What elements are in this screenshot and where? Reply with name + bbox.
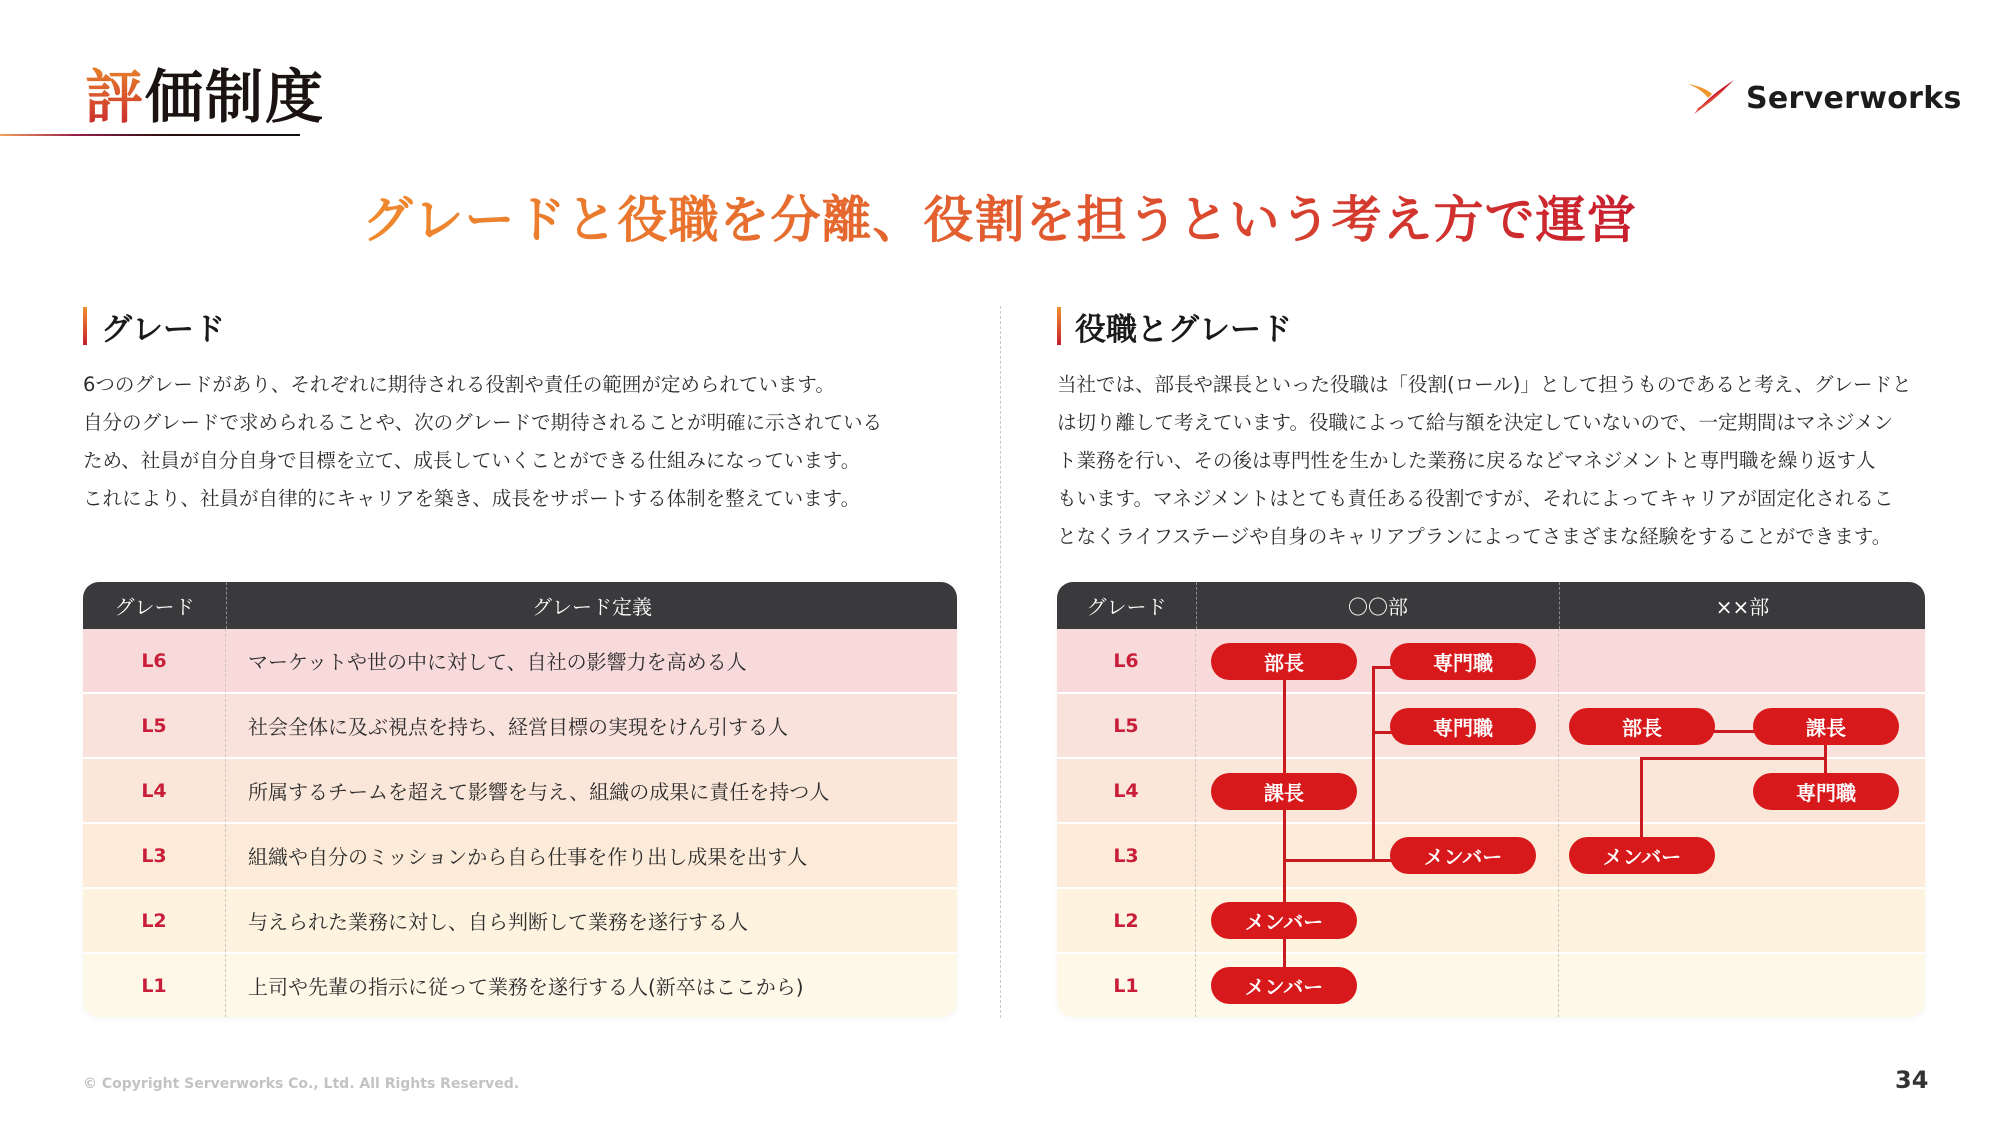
title-underline: [0, 134, 300, 136]
page-title: [85, 62, 325, 132]
page-title-accent: 評: [85, 63, 146, 131]
dept-b-cell: [1558, 629, 1925, 692]
company-logo: [1686, 76, 1962, 120]
connector-line-b-member: [1640, 757, 1643, 847]
section-heading-grade: [83, 306, 225, 346]
table-row: [83, 629, 957, 692]
page-number: 34: [1895, 1066, 1929, 1094]
grade-cell: L4: [1057, 759, 1196, 822]
role-pill-kacho: 課長: [1753, 708, 1899, 745]
definition-cell: 所属するチームを超えて影響を与え、組織の成果に責任を持つ人: [248, 780, 830, 804]
role-pill-specialist: 専門職: [1390, 643, 1536, 680]
definition-cell: マーケットや世の中に対して、自社の影響力を高める人: [248, 650, 747, 674]
column-header-grade: グレード: [114, 595, 195, 619]
grade-cell: L5: [1057, 694, 1196, 757]
table-row: [83, 887, 957, 952]
page-title-rest: 価制度: [145, 63, 326, 131]
paragraph-line: これにより、社員が自律的にキャリアを築き、成長をサポートする体制を整えています。: [83, 487, 861, 510]
table-row: [83, 757, 957, 822]
heading-accent-bar: [1057, 307, 1061, 345]
definition-cell: 上司や先輩の指示に従って業務を遂行する人(新卒はここから): [248, 975, 804, 999]
grade-cell: L6: [83, 629, 226, 692]
table-row: [83, 692, 957, 757]
paragraph-line: もいます。マネジメントはとても責任ある役割ですが、それによってキャリアが固定化されるこ: [1057, 487, 1894, 510]
section-heading-role-grade: [1057, 306, 1292, 346]
column-header-dept-a: 〇〇部: [1196, 582, 1559, 629]
grade-cell: L5: [83, 694, 226, 757]
copyright: © Copyright Serverworks Co., Ltd. All Rights Reserved.: [83, 1076, 520, 1092]
role-pill-bucho: 部長: [1569, 708, 1715, 745]
grade-cell: L2: [1057, 889, 1196, 952]
headline: [0, 188, 2000, 252]
definition-cell: 社会全体に及ぶ視点を持ち、経営目標の実現をけん引する人: [248, 715, 788, 739]
role-pill-member: メンバー: [1211, 967, 1357, 1004]
role-pill-specialist: 専門職: [1753, 773, 1899, 810]
connector-line-a-main: [1283, 662, 1286, 992]
connector-line-b-horizontal: [1640, 757, 1827, 760]
role-description: [1057, 366, 1937, 556]
role-pill-member: メンバー: [1569, 837, 1715, 874]
connector-line-b-peer: [1714, 730, 1754, 733]
paragraph-line: 当社では、部長や課長といった役職は「役割(ロール)」として担うものであると考え、グレードと: [1057, 373, 1912, 396]
grade-description: [83, 366, 963, 518]
column-header-dept-b: ××部: [1559, 582, 1925, 629]
role-pill-specialist: 専門職: [1390, 708, 1536, 745]
definition-cell: 組織や自分のミッションから自ら仕事を作り出し成果を出す人: [248, 845, 808, 869]
definition-cell: 与えられた業務に対し、自ら判断して業務を遂行する人: [248, 910, 748, 934]
section-heading-text: グレード: [101, 311, 225, 348]
grade-cell: L2: [83, 889, 226, 952]
paragraph-line: となくライフステージや自身のキャリアプランによってさまざまな経験をすることができます。: [1057, 525, 1892, 548]
paragraph-line: ト業務を行い、その後は専門性を生かした業務に戻るなどマネジメントと専門職を繰り返す人: [1057, 449, 1876, 472]
role-pill-kacho: 課長: [1211, 773, 1357, 810]
paragraph-line: は切り離して考えています。役職によって給与額を決定していないので、一定期間はマネジメン: [1057, 411, 1893, 434]
table-row: [83, 822, 957, 887]
paragraph-line: 6つのグレードがあり、それぞれに期待される役割や責任の範囲が定められています。: [83, 373, 835, 396]
grade-cell: L1: [83, 954, 226, 1017]
dept-b-cell: [1558, 954, 1925, 1017]
column-divider: [1000, 306, 1001, 1018]
paragraph-line: ため、社員が自分自身で目標を立て、成長していくことができる仕組みになっています。: [83, 449, 861, 472]
logo-wordmark: Serverworks: [1746, 80, 1962, 116]
heading-accent-bar: [83, 307, 87, 345]
role-pill-member: メンバー: [1211, 902, 1357, 939]
grade-cell: L4: [83, 759, 226, 822]
grade-cell: L6: [1057, 629, 1196, 692]
grade-cell: L3: [1057, 824, 1196, 887]
grade-definition-table: [83, 582, 957, 1017]
connector-line-a-specialist: [1372, 666, 1375, 861]
dept-b-cell: [1558, 889, 1925, 952]
role-pill-bucho: 部長: [1211, 643, 1357, 680]
table-row: [1057, 952, 1925, 1017]
grade-cell: L1: [1057, 954, 1196, 1017]
column-header-definition: グレード定義: [226, 582, 957, 629]
table-row: [1057, 887, 1925, 952]
table-row: [83, 952, 957, 1017]
serverworks-swoosh-icon: [1686, 78, 1736, 118]
table-header: [1057, 582, 1925, 629]
headline-text: グレードと役職を分離、役割を担うという考え方で運営: [362, 191, 1638, 249]
grade-cell: L3: [83, 824, 226, 887]
column-header-grade: グレード: [1086, 595, 1167, 619]
role-pill-member: メンバー: [1390, 837, 1536, 874]
section-heading-text: 役職とグレード: [1075, 311, 1292, 348]
connector-stub: [1283, 859, 1403, 862]
table-header: [83, 582, 957, 629]
paragraph-line: 自分のグレードで求められることや、次のグレードで期待されることが明確に示されている: [83, 411, 883, 434]
